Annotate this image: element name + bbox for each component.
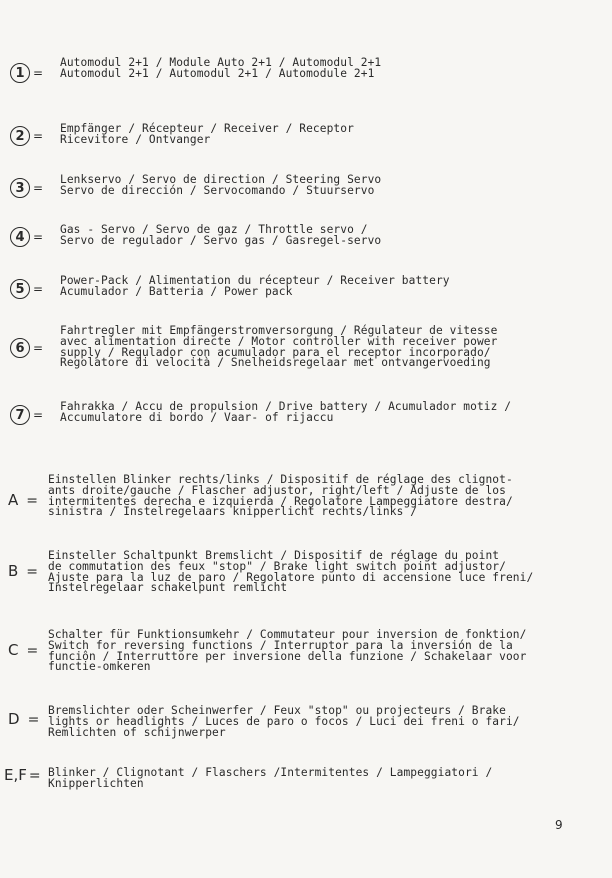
entry-key: 6 = [10,338,43,358]
entry-line: Ajuste para la luz de paro / Regolatore punto di accensione luce freni/ [48,570,534,584]
entry-line: Ricevitore / Ontvanger [60,132,211,146]
entry-line: Servo de dirección / Servocomando / Stuurservo [60,183,375,197]
entry-line: Bremslichter oder Scheinwerfer / Feux "stop" ou projecteurs / Brake [48,704,506,717]
entry-line: sinistra / Instelregelaars knipperlicht rechts/links / [48,505,418,519]
entry-key: E,F = [4,766,41,784]
entry-line: supply / Regulador con acumulador para el receptor incorporado/ [60,345,491,359]
entry-number: 1 [10,63,30,83]
entry-line: Regolatore di velocità / Snelheidsregelaar met ontvangervoeding [60,356,491,370]
entry-text [60,326,604,369]
entry-key: 7 = [10,405,43,425]
entry-number: 3 [10,178,30,198]
entry-key: A = [8,491,38,509]
entry-number: 4 [10,227,30,247]
entry-letter: D [8,710,20,728]
entry-line: Switch for reversing functions / Interruptor para la inversión de la [48,638,513,652]
entry-line: lights or headlights / Luces de paro o focos / Luci dei freni o fari/ [48,714,520,728]
entry-letter: C [8,641,19,659]
entry-line: Acumulador / Batteria / Power pack [60,284,293,298]
entry-line: Automodul 2+1 / Module Auto 2+1 / Automodul 2+1 [60,56,382,69]
entry-text [60,124,604,146]
entry-letter: B [8,562,19,580]
entry-line: Blinker / Clignotant / Flaschers /Intermitentes / Lampeggiatori / [48,766,493,779]
entry-line: avec alimentation directe / Motor controller with receiver power [60,334,498,348]
entry-line: Einsteller Schaltpunkt Bremslicht / Dispositif de réglage du point [48,549,500,562]
entry-key: 5 = [10,279,43,299]
entry-key: D = [8,710,40,728]
entry-line: Einstellen Blinker rechts/links / Dispositif de réglage des clignot- [48,473,513,486]
entry-line: functie-omkeren [48,660,151,674]
entry-text [48,475,604,518]
entry-line: Accumulatore di bordo / Vaar- of rijaccu [60,410,334,424]
entry-line: intermitentes derecha e izquierda / Regolatore Lampeggiatore destra/ [48,494,513,508]
entry-text [48,551,604,594]
entry-line: Instelregelaar schakelpunt remlicht [48,581,288,595]
entry-line: Gas - Servo / Servo de gaz / Throttle servo / [60,223,368,236]
entry-number: 6 [10,338,30,358]
entry-line: Fahrtregler mit Empfängerstromversorgung / Régulateur de vitesse [60,324,498,337]
entry-text [60,225,604,247]
entry-line: Servo de regulador / Servo gas / Gasregel-servo [60,233,382,247]
entry-line: Schalter für Funktionsumkehr / Commutateur pour inversion de fonktion/ [48,628,527,641]
entry-line: Fahrakka / Accu de propulsion / Drive battery / Acumulador motiz / [60,400,512,413]
entry-text [60,276,604,298]
entry-text [60,175,604,197]
entry-line: Knipperlichten [48,776,144,790]
entry-text [48,630,604,673]
entry-letter: A [8,491,19,509]
entry-key: 3 = [10,178,43,198]
entry-line: Empfänger / Récepteur / Receiver / Receptor [60,122,354,135]
entry-line: funciôn / Interruttore per inversione della funzione / Schakelaar voor [48,649,527,663]
entry-text [60,402,604,424]
page-number: 9 [555,818,563,832]
entry-line: ants droite/gauche / Flascher adjustor, right/left / Adjuste de los [48,483,506,497]
entry-key: 4 = [10,227,43,247]
entry-number: 2 [10,126,30,146]
entry-line: de commutation des feux "stop" / Brake light switch point adjustor/ [48,559,506,573]
entry-line: Automodul 2+1 / Automodul 2+1 / Automodule 2+1 [60,66,375,80]
entry-text [48,706,604,738]
entry-key: C = [8,641,39,659]
entry-number: 5 [10,279,30,299]
entry-line: Remlichten of schijnwerper [48,725,226,739]
entry-letter: E,F [4,766,27,784]
entry-text [60,58,604,80]
entry-text [48,768,604,790]
entry-number: 7 [10,405,30,425]
entry-line: Power-Pack / Alimentation du récepteur / Receiver battery [60,274,450,287]
entry-line: Lenkservo / Servo de direction / Steering Servo [60,173,382,186]
entry-key: B = [8,562,39,580]
entry-key: 2 = [10,126,43,146]
entry-key: 1 = [10,63,43,83]
